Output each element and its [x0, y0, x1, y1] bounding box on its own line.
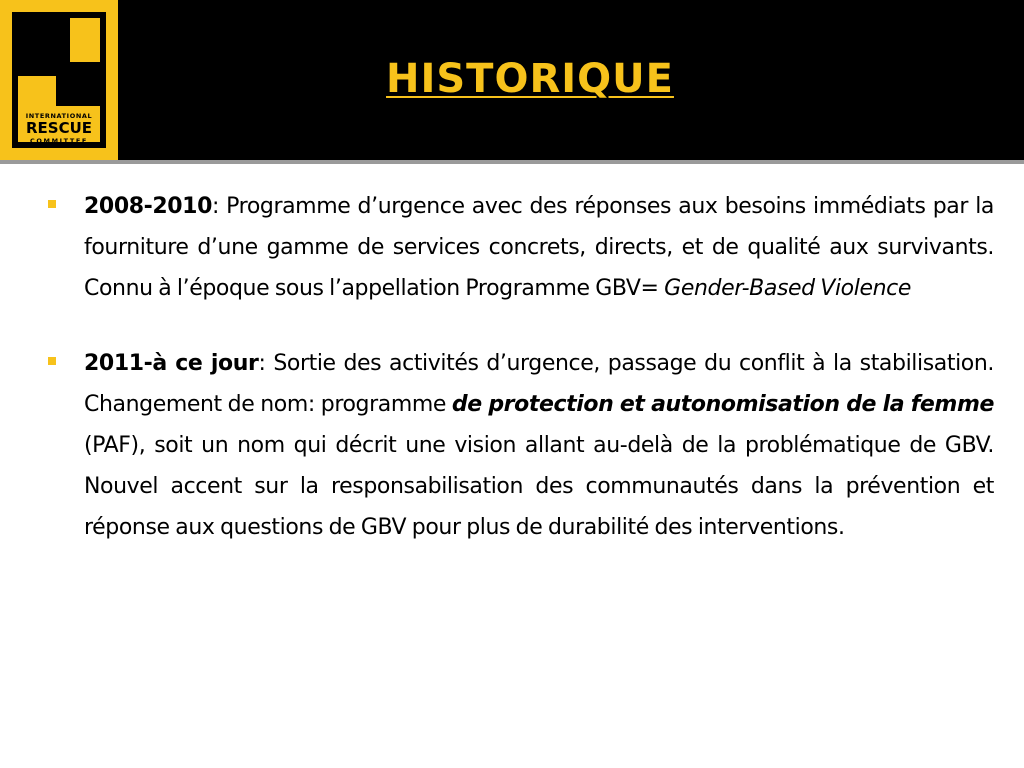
bullet-list — [48, 186, 994, 548]
list-item — [48, 343, 994, 548]
logo-line1: INTERNATIONAL — [25, 112, 93, 120]
logo-line3: COMMITTEE — [30, 137, 88, 145]
bullet-text — [84, 343, 994, 548]
bullet-bold-italic: de protection et autonomisation de la femme — [451, 392, 995, 417]
irc-logo — [0, 0, 118, 160]
page-title: HISTORIQUE — [386, 56, 674, 102]
bullet-separator: : — [258, 351, 266, 376]
bullet-body-continued: (PAF), soit un nom qui décrit une vision allant au-delà de la problématique de GBV. Nouvel accent sur la responsabilisation des communautés dans la prévention et réponse aux questions de GBV pour plus de durabilité des interventions. — [84, 433, 994, 540]
header-divider — [0, 160, 1024, 164]
bullet-separator: : — [212, 194, 220, 219]
square-bullet-icon — [48, 200, 56, 208]
bullet-italic: Gender-Based Violence — [664, 276, 911, 301]
bullet-text — [84, 186, 994, 309]
square-bullet-icon — [48, 357, 56, 365]
bullet-body: Sortie des activités d’urgence, passage du conflit à la stabilisation. Changement de nom: programme — [84, 351, 994, 417]
bullet-date: 2008-2010 — [84, 194, 212, 219]
list-item — [48, 186, 994, 309]
irc-logo-mark — [0, 0, 118, 160]
bullet-date: 2011-à ce jour — [84, 351, 259, 376]
logo-line2: RESCUE — [25, 119, 93, 137]
bullet-body: Programme d’urgence avec des réponses aux besoins immédiats par la fourniture d’une gamme de services concrets, directs, et de qualité aux survivants. Connu à l’époque sous l’appellation Programme GBV= — [84, 194, 994, 301]
